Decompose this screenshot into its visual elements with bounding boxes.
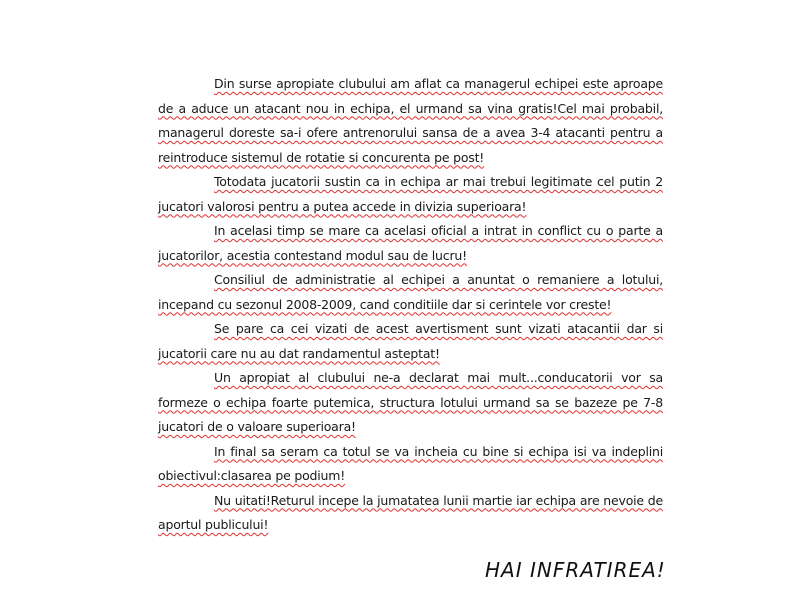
- paragraph-insider-quote: Un apropiat al clubului ne-a declarat mai mult...conducatorii vor sa formeze o echipa foarte putemica, structura lotului urmand sa se bazeze pe 7-8 jucatori de o valoare superioara!: [158, 370, 663, 434]
- paragraph-conflict: In acelasi timp se mare ca acelasi oficial a intrat in conflict cu o parte a jucatorilor, acestia contestand modul sau de lucru!: [158, 223, 663, 263]
- paragraph-transfer-news: Din surse apropiate clubului am aflat ca managerul echipei este aproape de a aduce un atacant nou in echipa, el urmand sa vina gratis!Cel mai probabil, managerul doreste sa-i ofere antrenorului sansa de a avea 3-4 atacanti pentru a reintroduce sistemul de rotatie si concurenta pe post!: [158, 76, 663, 165]
- paragraph-players-request: Totodata jucatorii sustin ca in echipa ar mai trebui legitimate cel putin 2 jucatori valorosi pentru a putea accede in divizia superioara!: [158, 174, 663, 214]
- paragraph-objective: In final sa seram ca totul se va incheia cu bine si echipa isi va indeplini obiectivul:clasarea pe podium!: [158, 443, 663, 483]
- paragraph-board-announcement: Consiliul de administratie al echipei a anuntat o remaniere a lotului, incepand cu sezonul 2008-2009, cand conditiile dar si cerintele vor creste!: [158, 272, 663, 312]
- closing-slogan: HAI INFRATIREA!: [485, 558, 666, 582]
- paragraph-warning: Se pare ca cei vizati de acest avertisment sunt vizati atacantii dar si jucatorii care nu au dat randamentul asteptat!: [158, 321, 663, 361]
- article-body: [158, 72, 663, 538]
- paragraph-return-reminder: Nu uitati!Returul incepe la jumatatea lunii martie iar echipa are nevoie de aportul publicului!: [158, 492, 663, 532]
